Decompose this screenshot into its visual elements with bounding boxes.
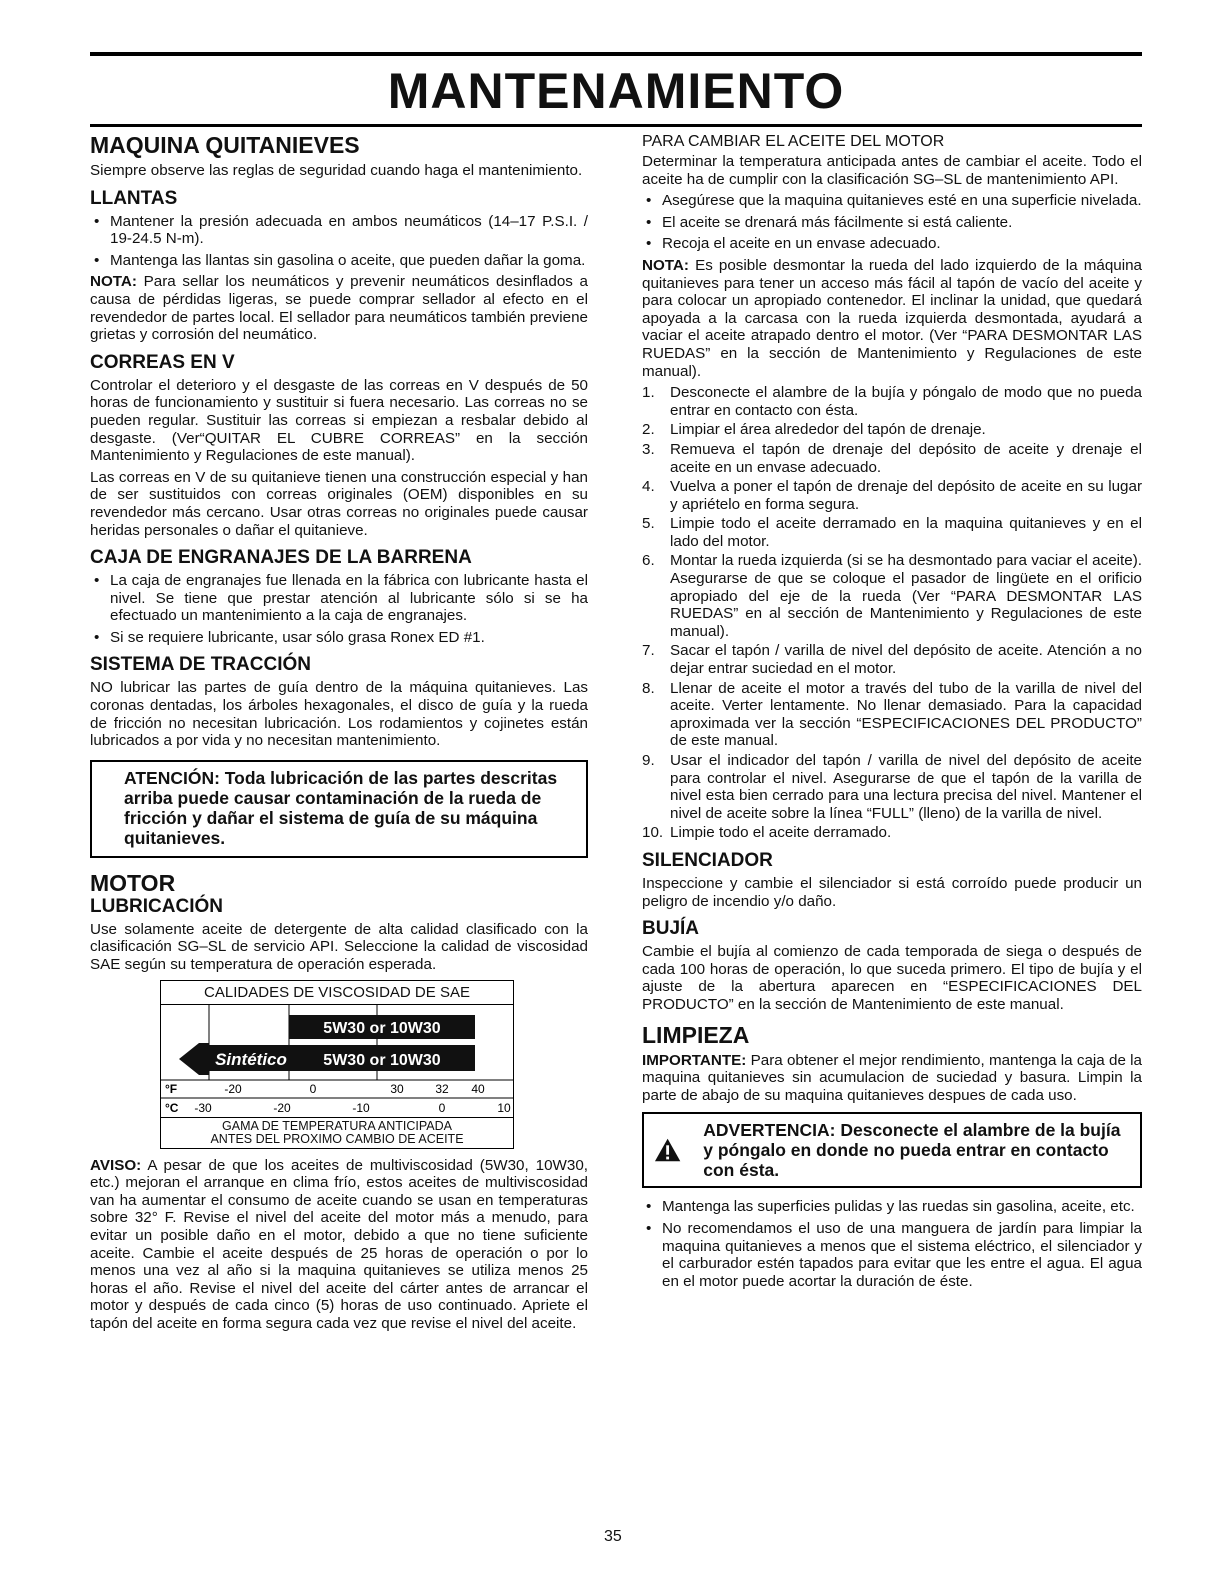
list-item: • No recomendamos el uso de una manguera de jardín para limpiar la maquina quitanieves a menos que el sistema eléctrico, el silenciador y el carburador estén tapados para evitar que les entre el agua. El agua en el motor puede acortar la duración de éste. — [642, 1220, 1142, 1290]
step-text: Vuelva a poner el tapón de drenaje del depósito de aceite en su lugar y apriételo en forma segura. — [670, 478, 1142, 513]
title-underline — [90, 124, 1142, 127]
viscosity-chart-graphic — [161, 1005, 513, 1117]
step-number: 5. — [642, 515, 655, 533]
list-item: • Mantener la presión adecuada en ambos neumáticos (14–17 P.S.I. / 19-24.5 N-m). — [90, 213, 588, 248]
heading-traccion: SISTEMA DE TRACCIÓN — [90, 654, 311, 676]
step-text: Usar el indicador del tapón / varilla de nivel del depósito de aceite para controlar el nivel. Asegurarse de que el tapón de la varilla de nivel esta bien cerrado para una lectura precisa del nivel. Mantener el nivel de aceite sobre la línea “FULL” (lleno) de la varilla de nivel. — [670, 752, 1142, 822]
list-item: • Mantenga las superficies pulidas y las ruedas sin gasolina, aceite, etc. — [642, 1198, 1142, 1216]
c-tick: 10 — [497, 1100, 511, 1115]
motor-text: Use solamente aceite de detergente de alta calidad clasificado con la clasificación SG–SL de servicio API. Seleccione la calidad de viscosidad SAE según su temperatura de operación esperada. — [90, 920, 588, 974]
warning-box — [642, 1112, 1142, 1188]
list-item — [642, 478, 1142, 513]
footer-line: ANTES DEL PROXIMO CAMBIO DE ACEITE — [210, 1131, 464, 1146]
cambiar-note — [642, 257, 1142, 380]
heading-lubricacion: LUBRICACIÓN — [90, 895, 223, 917]
list-item — [642, 384, 1142, 419]
limpieza-text — [642, 1052, 1142, 1105]
important-text: Para obtener el mejor rendimiento, mantenga la caja de la maquina quitanieves sin acumulacion de suciedad y basura. Limpin la parte de abajo de su maquina quitanieves despues de cada uso. — [642, 1051, 1142, 1104]
f-tick: -20 — [224, 1081, 242, 1096]
maquina-text: Siempre observe las reglas de seguridad cuando haga el mantenimiento. — [90, 162, 583, 179]
step-number: 7. — [642, 642, 655, 660]
left-column — [90, 132, 588, 1337]
step-text: Remueva el tapón de drenaje del depósito de aceite y drenaje el aceite en un envase adecuado. — [670, 440, 1142, 476]
f-tick: 40 — [471, 1081, 485, 1096]
f-tick: 32 — [435, 1081, 449, 1096]
heading-silenciador: SILENCIADOR — [642, 849, 773, 871]
step-text: Limpiar el área alrededor del tapón de drenaje. — [670, 421, 986, 439]
footer-line: GAMA DE TEMPERATURA ANTICIPADA — [222, 1118, 452, 1133]
step-text: Limpie todo el aceite derramado. — [670, 824, 892, 842]
f-tick: 30 — [390, 1081, 404, 1096]
list-item — [642, 421, 1142, 439]
step-number: 3. — [642, 440, 655, 458]
viscosity-chart-title: CALIDADES DE VISCOSIDAD DE SAE — [161, 981, 513, 1005]
step-number: 4. — [642, 478, 655, 496]
aviso-paragraph — [90, 1157, 588, 1333]
attention-box: ATENCIÓN: Toda lubricación de las partes descritas arriba puede causar contaminación de la rueda de fricción y dañar el sistema de guía de su máquina quitanieves. — [90, 760, 588, 858]
warning-triangle-icon — [654, 1124, 681, 1176]
cambiar-text: Determinar la temperatura anticipada antes de cambiar el aceite. Todo el aceite ha de cumplir con la clasificación SG–SL de mantenimiento API. — [642, 153, 1142, 188]
correas-p2: Las correas en V de su quitanieve tienen una construcción especial y han de ser sustituidos con correas originales (OEM) disponibles en su revendedor más cercano. Usar otras correas no originales puede causar heridas personales o dañar el quitanieve. — [90, 468, 588, 539]
step-text: Desconecte el alambre de la bujía y póngalo de modo que no pueda entrar en contacto con ésta. — [670, 384, 1142, 419]
heading-motor: MOTOR — [90, 869, 176, 896]
step-number: 10. — [642, 824, 664, 842]
heading-caja: CAJA DE ENGRANAJES DE LA BARRENA — [90, 547, 472, 569]
list-item — [642, 752, 1142, 822]
list-item — [642, 515, 1142, 550]
warning-text: ADVERTENCIA: Desconecte el alambre de la bujía y póngalo en donde no pueda entrar en contacto con ésta. — [703, 1120, 1121, 1181]
list-item — [642, 441, 1142, 476]
steps-list — [642, 384, 1142, 842]
correas-p1: Controlar el deterioro y el desgaste de las correas en V después de 50 horas de funcionamiento y sustituir si fuera necesario. Las correas no se pueden regular. Sustituir las correas si empiezan a resbalar debido al desgaste. (Ver“QUITAR EL CUBRE CORREAS” en la sección Mantenimiento y Regulaciones de este manual). — [90, 376, 588, 465]
viscosity-chart-footer — [161, 1117, 513, 1148]
bujia-text: Cambie el bujía al comienzo de cada temporada de siega o después de cada 100 horas de operación, lo que suceda primero. El tipo de bujía y el ajuste de la abertura aparecen en “ESPECIFICACIONES DEL PRODUCTO” en la sección de Mantenimiento de este manual. — [642, 943, 1142, 1013]
list-item — [642, 552, 1142, 640]
heading-cambiar: PARA CAMBIAR EL ACEITE DEL MOTOR — [642, 133, 945, 150]
traccion-text: NO lubricar las partes de guía dentro de la máquina quitanieves. Las coronas dentadas, los árboles hexagonales, el disco de guía y la rueda de fricción no necesitan lubricación. Los rodamientos y cojinetes están lubricados a por vida y no necesitan mantenimiento. — [90, 679, 588, 750]
caja-list — [90, 572, 588, 646]
step-number: 6. — [642, 552, 655, 570]
note-label: NOTA: — [90, 273, 137, 291]
step-number: 1. — [642, 384, 655, 402]
heading-bujia: BUJÍA — [642, 918, 700, 940]
list-item: • Mantenga las llantas sin gasolina o aceite, que pueden dañar la goma. — [90, 252, 588, 270]
heading-llantas: LLANTAS — [90, 187, 178, 209]
right-column — [642, 132, 1142, 1294]
step-number: 2. — [642, 421, 655, 439]
c-unit-label: °C — [165, 1100, 179, 1115]
note-text: Es posible desmontar la rueda del lado izquierdo de la máquina quitanieves para tener un acceso más fácil al tapón de vacío del aceite y para colocar un apropiado contenedor. El inclinar la unidad, que quedará apoyada a la carcasa con la rueda izquierda desmontada, ayudará a vaciar el aceite atrapado dentro el motor. (Ver “PARA DESMONTAR LAS RUEDAS” en la sección de Mantenimiento y Regulaciones de este manual). — [642, 256, 1142, 380]
limpieza-list — [642, 1198, 1142, 1290]
page-number: 35 — [604, 1528, 622, 1545]
step-number: 8. — [642, 679, 655, 697]
list-item — [642, 824, 1142, 842]
bar-bottom-left-label: Sintético — [215, 1049, 287, 1069]
list-item — [642, 642, 1142, 677]
llantas-list — [90, 213, 588, 270]
list-item: • El aceite se drenará más fácilmente si está caliente. — [642, 214, 1142, 232]
list-item: • La caja de engranajes fue llenada en la fábrica con lubricante hasta el nivel. Se tiene que prestar atención al lubricante sólo si se ha efectuado un mantenimiento a la caja de engranajes. — [90, 572, 588, 625]
heading-limpieza: LIMPIEZA — [642, 1021, 750, 1048]
bar-top-label: 5W30 or 10W30 — [323, 1019, 441, 1037]
list-item: • Recoja el aceite en un envase adecuado. — [642, 235, 1142, 253]
top-rule — [90, 52, 1142, 56]
aviso-label: AVISO: — [90, 1156, 142, 1174]
list-item: • Si se requiere lubricante, usar sólo grasa Ronex ED #1. — [90, 629, 588, 647]
c-tick: -10 — [352, 1100, 370, 1115]
important-label: IMPORTANTE: — [642, 1051, 747, 1069]
f-unit-label: °F — [165, 1081, 178, 1096]
c-tick: 0 — [438, 1100, 446, 1115]
bar-bottom-right-label: 5W30 or 10W30 — [323, 1051, 441, 1069]
list-item: • Asegúrese que la maquina quitanieves esté en una superficie nivelada. — [642, 192, 1142, 210]
step-text: Sacar el tapón / varilla de nivel del depósito de aceite. Atención a no dejar entrar suciedad en el motor. — [670, 642, 1142, 678]
note-label: NOTA: — [642, 256, 689, 274]
note-text: Para sellar los neumáticos y prevenir neumáticos desinflados a causa de pérdidas ligeras, se puede comprar sellador al efecto en el revendedor de partes local. El sellador para neumáticos también previene grietas y corrosión del neumático. — [90, 273, 588, 344]
step-number: 9. — [642, 752, 655, 769]
step-text: Montar la rueda izquierda (si se ha desmontado para vaciar el aceite). Asegurarse de que se coloque el pasador de lingüete en el orificio apropiado del eje de la rueda (Ver “PARA DESMONTAR LAS RUEDAS” en al sección de Mantenimiento y Regulaciones de este manual). — [670, 552, 1142, 640]
viscosity-chart — [160, 980, 514, 1149]
cambiar-list — [642, 192, 1142, 253]
list-item — [642, 680, 1142, 750]
llantas-note — [90, 273, 588, 343]
heading-maquina: MAQUINA QUITANIEVES — [90, 132, 360, 158]
aviso-text: A pesar de que los aceites de multiviscosidad (5W30, 10W30, etc.) mejoran el arranque en clima frío, estos aceites de multiviscosidad van ha aumentar el consumo de aceite cuando se usan en temperaturas sobre 32° F. Revise el nivel del aceite del motor más a menudo, para evitar un posible daño en el motor, debido a que no tiene suficiente aceite. Cambie el aceite después de 25 horas de operación o por lo menos una vez al año si la maquina quitanieves se utiliza menos 25 horas el año. Revise el nivel del aceite del cárter antes de arrancar el motor y después de cada cinco (5) horas de uso continuado. Apriete el tapón del aceite en forma segura cada vez que revise el nivel del aceite. — [90, 1156, 588, 1332]
c-tick: -20 — [273, 1100, 291, 1115]
c-tick: -30 — [194, 1100, 212, 1115]
silenciador-text: Inspeccione y cambie el silenciador si está corroído puede producir un peligro de incendio y/o daño. — [642, 874, 1142, 910]
f-tick: 0 — [309, 1081, 317, 1096]
page-title: MANTENAMIENTO — [387, 63, 845, 119]
step-text: Llenar de aceite el motor a través del tubo de la varilla de nivel del aceite. Verter lentamente. No llenar demasiado. Para la capacidad aproximada ver la sección “ESPECIFICACIONES DEL PRODUCTO” de este manual. — [670, 679, 1142, 750]
step-text: Limpie todo el aceite derramado en la maquina quitanieves y en el lado del motor. — [670, 515, 1142, 550]
heading-correas: CORREAS EN V — [90, 351, 235, 373]
